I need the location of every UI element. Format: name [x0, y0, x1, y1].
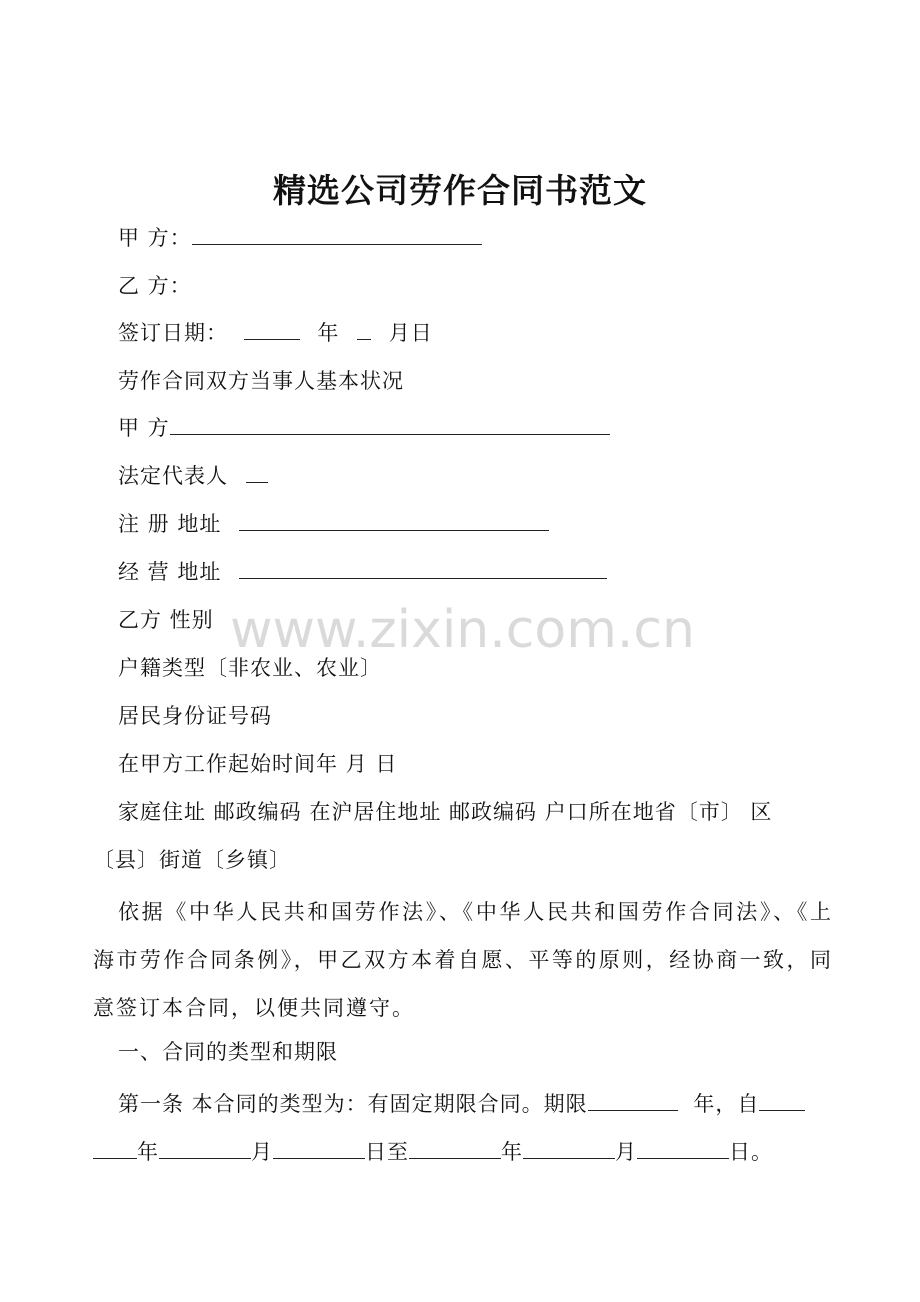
biz-address-line	[118, 558, 607, 586]
legal-rep-blank[interactable]	[246, 462, 268, 483]
party-a-blank[interactable]	[192, 224, 482, 245]
address-line-1: 家庭住址 邮政编码 在沪居住地址 邮政编码 户口所在地省〔市〕 区	[118, 800, 773, 824]
sign-date-line	[118, 319, 433, 347]
party-b-line	[118, 272, 192, 300]
household-type: 户籍类型〔非农业、农业〕	[118, 656, 382, 680]
section-one-heading: 一、合同的类型和期限	[118, 1040, 338, 1064]
id-number: 居民身份证号码	[118, 704, 272, 728]
address-line-2: 〔县〕街道〔乡镇〕	[93, 848, 291, 872]
party-a-label2: 甲 方	[118, 416, 170, 440]
biz-address-label: 经 营 地址	[118, 560, 222, 584]
article-one-line1	[118, 1090, 805, 1118]
start-year-blank-b[interactable]	[93, 1138, 137, 1159]
party-b-label: 乙 方：	[118, 274, 192, 298]
party-a-blank2[interactable]	[170, 414, 610, 435]
basis-paragraph: 依据《中华人民共和国劳作法》、《中华人民共和国劳作合同法》、《上海市劳作合同条例》，甲乙双方本着自愿、平等的原则，经协商一致，同意签订本合同，以便共同遵守。	[93, 900, 833, 1020]
start-year-text: 年	[137, 1140, 159, 1164]
start-day-blank[interactable]	[273, 1138, 365, 1159]
term-years-blank[interactable]	[588, 1090, 678, 1111]
party-a-label: 甲 方：	[118, 226, 192, 250]
end-day-blank[interactable]	[637, 1138, 729, 1159]
article-one-line2	[93, 1138, 773, 1166]
document-title: 精选公司劳作合同书范文	[273, 171, 647, 210]
sign-date-label: 签订日期：	[118, 321, 228, 345]
end-year-text: 年	[501, 1140, 523, 1164]
biz-address-blank[interactable]	[239, 558, 607, 579]
start-month-blank[interactable]	[159, 1138, 251, 1159]
legal-rep-label: 法定代表人	[118, 464, 228, 488]
party-b-gender: 乙方 性别	[118, 608, 214, 632]
sign-year-blank[interactable]	[244, 319, 300, 340]
party-a-line	[118, 224, 482, 252]
article-one-text-a: 第一条 本合同的类型为：有固定期限合同。期限	[118, 1092, 588, 1116]
sign-year-text: 年	[317, 321, 340, 345]
end-day-text: 日。	[729, 1140, 773, 1164]
legal-rep-line	[118, 462, 268, 490]
start-day-to-text: 日至	[365, 1140, 409, 1164]
reg-address-line	[118, 510, 549, 538]
end-month-blank[interactable]	[523, 1138, 615, 1159]
start-month-text: 月	[251, 1140, 273, 1164]
party-a-line2	[118, 414, 610, 442]
basic-info-heading: 劳作合同双方当事人基本状况	[118, 369, 404, 393]
end-month-text: 月	[615, 1140, 637, 1164]
end-year-blank[interactable]	[409, 1138, 501, 1159]
sign-month-blank[interactable]	[357, 319, 371, 340]
reg-address-label: 注 册 地址	[118, 512, 222, 536]
sign-month-day-text: 月日	[388, 321, 433, 345]
start-year-blank-a[interactable]	[759, 1090, 805, 1111]
article-one-text-b: 年，自	[693, 1092, 760, 1116]
start-time: 在甲方工作起始时间年 月 日	[118, 752, 398, 776]
reg-address-blank[interactable]	[239, 510, 549, 531]
watermark-text: www.zixin.com.cn	[230, 600, 695, 660]
